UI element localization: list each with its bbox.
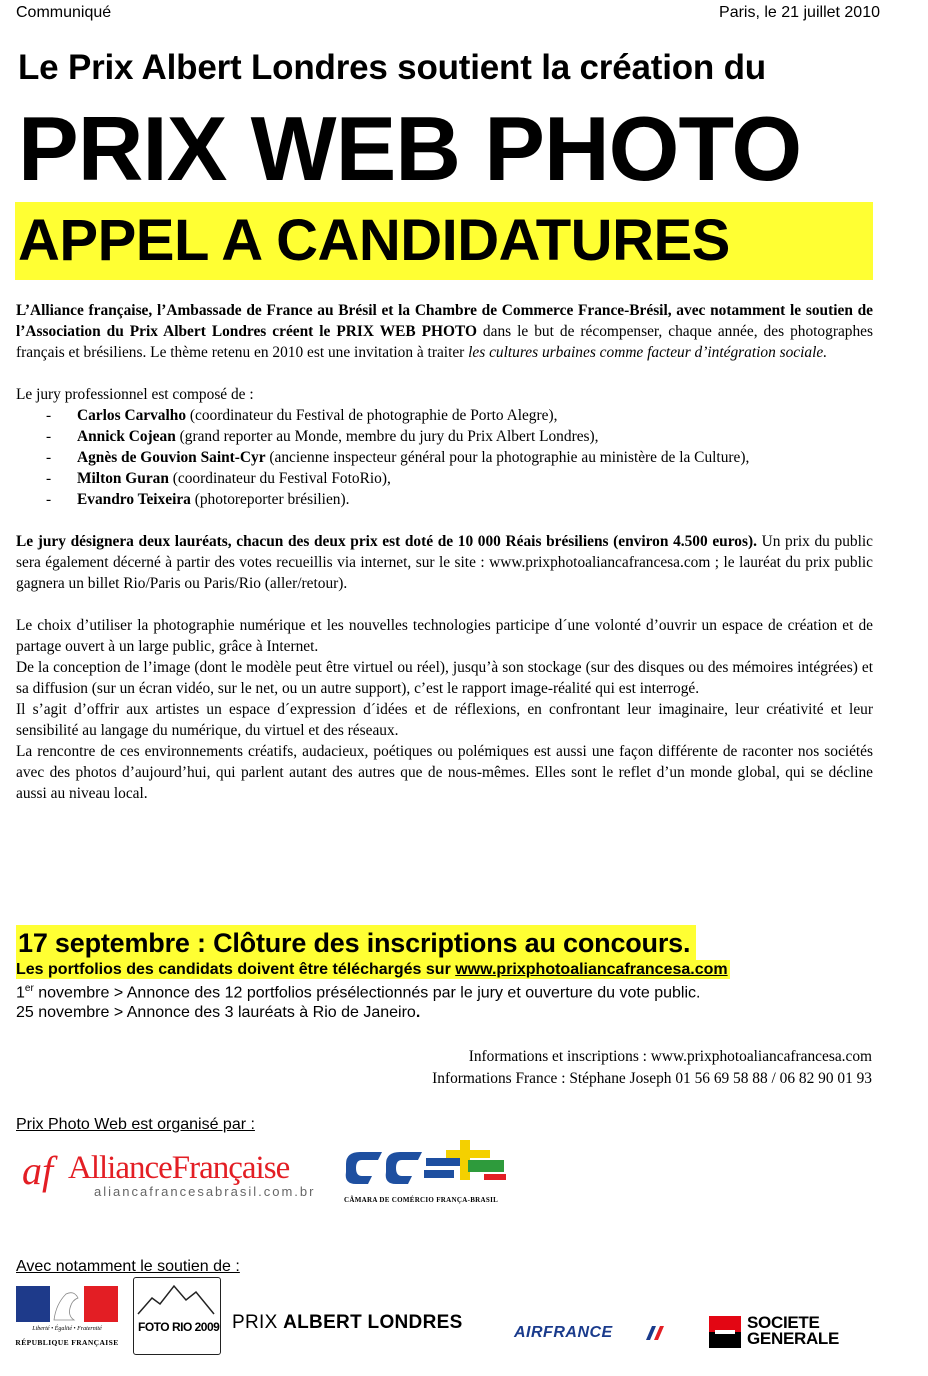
rf-name: RÉPUBLIQUE FRANÇAISE <box>15 1338 119 1347</box>
air-france-logo <box>514 1324 666 1346</box>
info-block <box>432 1046 872 1090</box>
list-item <box>16 426 873 447</box>
prizes-paragraph <box>16 531 873 594</box>
ccfb-letter-c1 <box>346 1152 382 1184</box>
schedule-text: 25 novembre > Annonce des 3 lauréats à Rio de Janeiro <box>16 1004 416 1022</box>
jury-member-name: Evandro Teixeira <box>77 491 191 508</box>
intro-paragraph <box>16 300 873 363</box>
fotorio-logo <box>133 1277 221 1355</box>
portfolio-line <box>16 960 730 979</box>
communique-label: Communiqué <box>16 4 112 21</box>
ccfb-bar-yellow2 <box>446 1150 490 1158</box>
info-line-2: Informations France : Stéphane Joseph 01 56 69 58 88 / 06 82 90 01 93 <box>432 1070 872 1087</box>
deadline-block <box>16 925 886 1023</box>
list-dash: - <box>46 428 52 445</box>
paragraph: De la conception de l’image (dont le modèle peut être virtuel ou réel), jusqu’à son stockage (sur des disques ou des mémoires intégrées) et sa diffusion (sur un écran vidéo, sur le net, ou un autre support), c’est le rapport image-réalité qui est interrogé. <box>16 659 873 697</box>
fotorio-text: FOTO RIO 2009 <box>138 1320 220 1334</box>
list-item <box>16 447 873 468</box>
list-item <box>16 468 873 489</box>
ccfb-letter-c2 <box>386 1152 422 1184</box>
schedule-sup: er <box>24 983 34 994</box>
pal-name: ALBERT LONDRES <box>283 1312 463 1333</box>
list-dash: - <box>46 407 52 424</box>
list-dash: - <box>46 491 52 508</box>
prizes-bold: Le jury désignera deux lauréats, chacun des deux prix est doté de 10 000 Réais brésiliens (environ 4.500 euros). <box>16 533 757 550</box>
schedule-line-2 <box>16 1003 886 1023</box>
alliance-francaise-logo <box>22 1146 322 1204</box>
ccfb-bar-green <box>468 1160 504 1172</box>
deadline-title: 17 septembre : Clôture des inscriptions au concours. <box>16 925 696 960</box>
sg-line-1: SOCIETE <box>747 1313 820 1332</box>
schedule-text: novembre > Annonce des 12 portfolios présélectionnés par le jury et ouverture du vote public. <box>33 984 701 1002</box>
ccfb-bar-blue <box>426 1158 462 1166</box>
prix-albert-londres-logo <box>232 1312 463 1334</box>
subtitle: Le Prix Albert Londres soutient la création du <box>18 48 766 87</box>
af-url: aliancafrancesabrasil.com.br <box>94 1184 316 1199</box>
list-dash: - <box>46 470 52 487</box>
body-text <box>16 300 873 804</box>
airfrance-text: AIRFRANCE <box>514 1324 613 1341</box>
intro-plain: dans le but de récompenser, chaque année, des photographes français et brésiliens. Le thème retenu en 2010 est une invitation à traiter <box>16 323 873 361</box>
jury-member-role: (photoreporter brésilien). <box>190 491 350 508</box>
paragraph: Il s’agit d’offrir aux artistes un espace d´expression d´idées et de réflexions, en confrontant leur imaginaire, leur créativité et leur sensibilité au langage du numérique, du virtuel et des réseaux. <box>16 701 873 739</box>
schedule-line-1 <box>16 979 886 1003</box>
list-item <box>16 489 873 510</box>
prizes-plain: Un prix du public sera également décerné à partir des votes recueillis via internet, sur le site : www.prixphotoaliancafrancesa.com ; le lauréat du prix public gagnera un billet Rio/Paris ou Paris/Rio (aller/retour). <box>16 533 873 592</box>
rf-motto: Liberté • Égalité • Fraternité <box>32 1326 102 1332</box>
schedule-day: 1 <box>16 984 25 1002</box>
info-line-1: Informations et inscriptions : www.prixphotoaliancafrancesa.com <box>468 1048 872 1065</box>
intro-italic: les cultures urbaines comme facteur d’intégration sociale. <box>468 344 828 361</box>
jury-member-role: (ancienne inspecteur général pour la photographie au ministère de la Culture), <box>265 449 750 466</box>
ccfb-logo <box>342 1136 512 1216</box>
jury-list <box>16 405 873 510</box>
appeal-banner <box>15 202 873 280</box>
ccfb-bar-red <box>484 1174 506 1180</box>
date-line: Paris, le 21 juillet 2010 <box>719 4 880 21</box>
pal-prefix: PRIX <box>232 1312 284 1333</box>
intro-bold: L’Alliance française, l’Ambassade de France au Brésil et la Chambre de Commerce France-Brésil, avec notamment le soutien de l’Association du Prix Albert Londres créent le PRIX WEB PHOTO <box>16 302 873 340</box>
jury-member-role: (grand reporter au Monde, membre du jury du Prix Albert Londres), <box>175 428 599 445</box>
list-item <box>16 405 873 426</box>
rf-flag <box>14 1286 120 1324</box>
sg-square-icon <box>709 1316 741 1348</box>
main-title: PRIX WEB PHOTO <box>18 99 802 200</box>
paragraph: Le choix d’utiliser la photographie numérique et les nouvelles technologies participe d´une volonté d’ouvrir un espace de création et de partage ouvert à un large public, grâce à Internet. <box>16 617 873 655</box>
ccfb-bar-blue2 <box>424 1170 454 1178</box>
schedule-end: . <box>415 1004 421 1022</box>
appeal-text: APPEL A CANDIDATURES <box>18 208 730 273</box>
jury-member-role: (coordinateur du Festival FotoRio), <box>168 470 391 487</box>
jury-member-name: Carlos Carvalho <box>77 407 187 424</box>
sg-text <box>747 1315 839 1347</box>
societe-generale-logo <box>709 1313 879 1350</box>
airfrance-stripe-icon <box>646 1326 666 1340</box>
af-mark: af <box>22 1148 54 1193</box>
jury-intro: Le jury professionnel est composé de : <box>16 386 254 403</box>
portfolio-link[interactable]: www.prixphotoaliancafrancesa.com <box>455 961 728 978</box>
republique-francaise-logo <box>14 1286 120 1352</box>
ccfb-text: CÂMARA DE COMÉRCIO FRANÇA-BRASIL <box>344 1196 499 1204</box>
jury-member-name: Milton Guran <box>77 470 169 487</box>
list-dash: - <box>46 449 52 466</box>
sg-line-2: GENERALE <box>747 1329 840 1348</box>
ccfb-graphic <box>342 1136 512 1196</box>
fotorio-mountain <box>134 1278 220 1318</box>
jury-member-role: (coordinateur du Festival de photographie de Porto Alegre), <box>186 407 558 424</box>
af-name: AllianceFrançaise <box>68 1150 290 1186</box>
portfolio-text: Les portfolios des candidats doivent être téléchargés sur <box>16 961 456 978</box>
supporters-label: Avec notamment le soutien de : <box>16 1258 240 1275</box>
jury-member-name: Agnès de Gouvion Saint-Cyr <box>77 449 266 466</box>
jury-member-name: Annick Cojean <box>77 428 176 445</box>
organizers-label: Prix Photo Web est organisé par : <box>16 1116 255 1133</box>
paragraph: La rencontre de ces environnements créatifs, audacieux, poétiques ou polémiques est aussi une façon différente de raconter nos sociétés avec des photos d’aujourd’hui, qui parlent autant des autres que de nous-mêmes. Elles sont le reflet d’un monde global, qui se décline aussi au niveau local. <box>16 743 873 802</box>
